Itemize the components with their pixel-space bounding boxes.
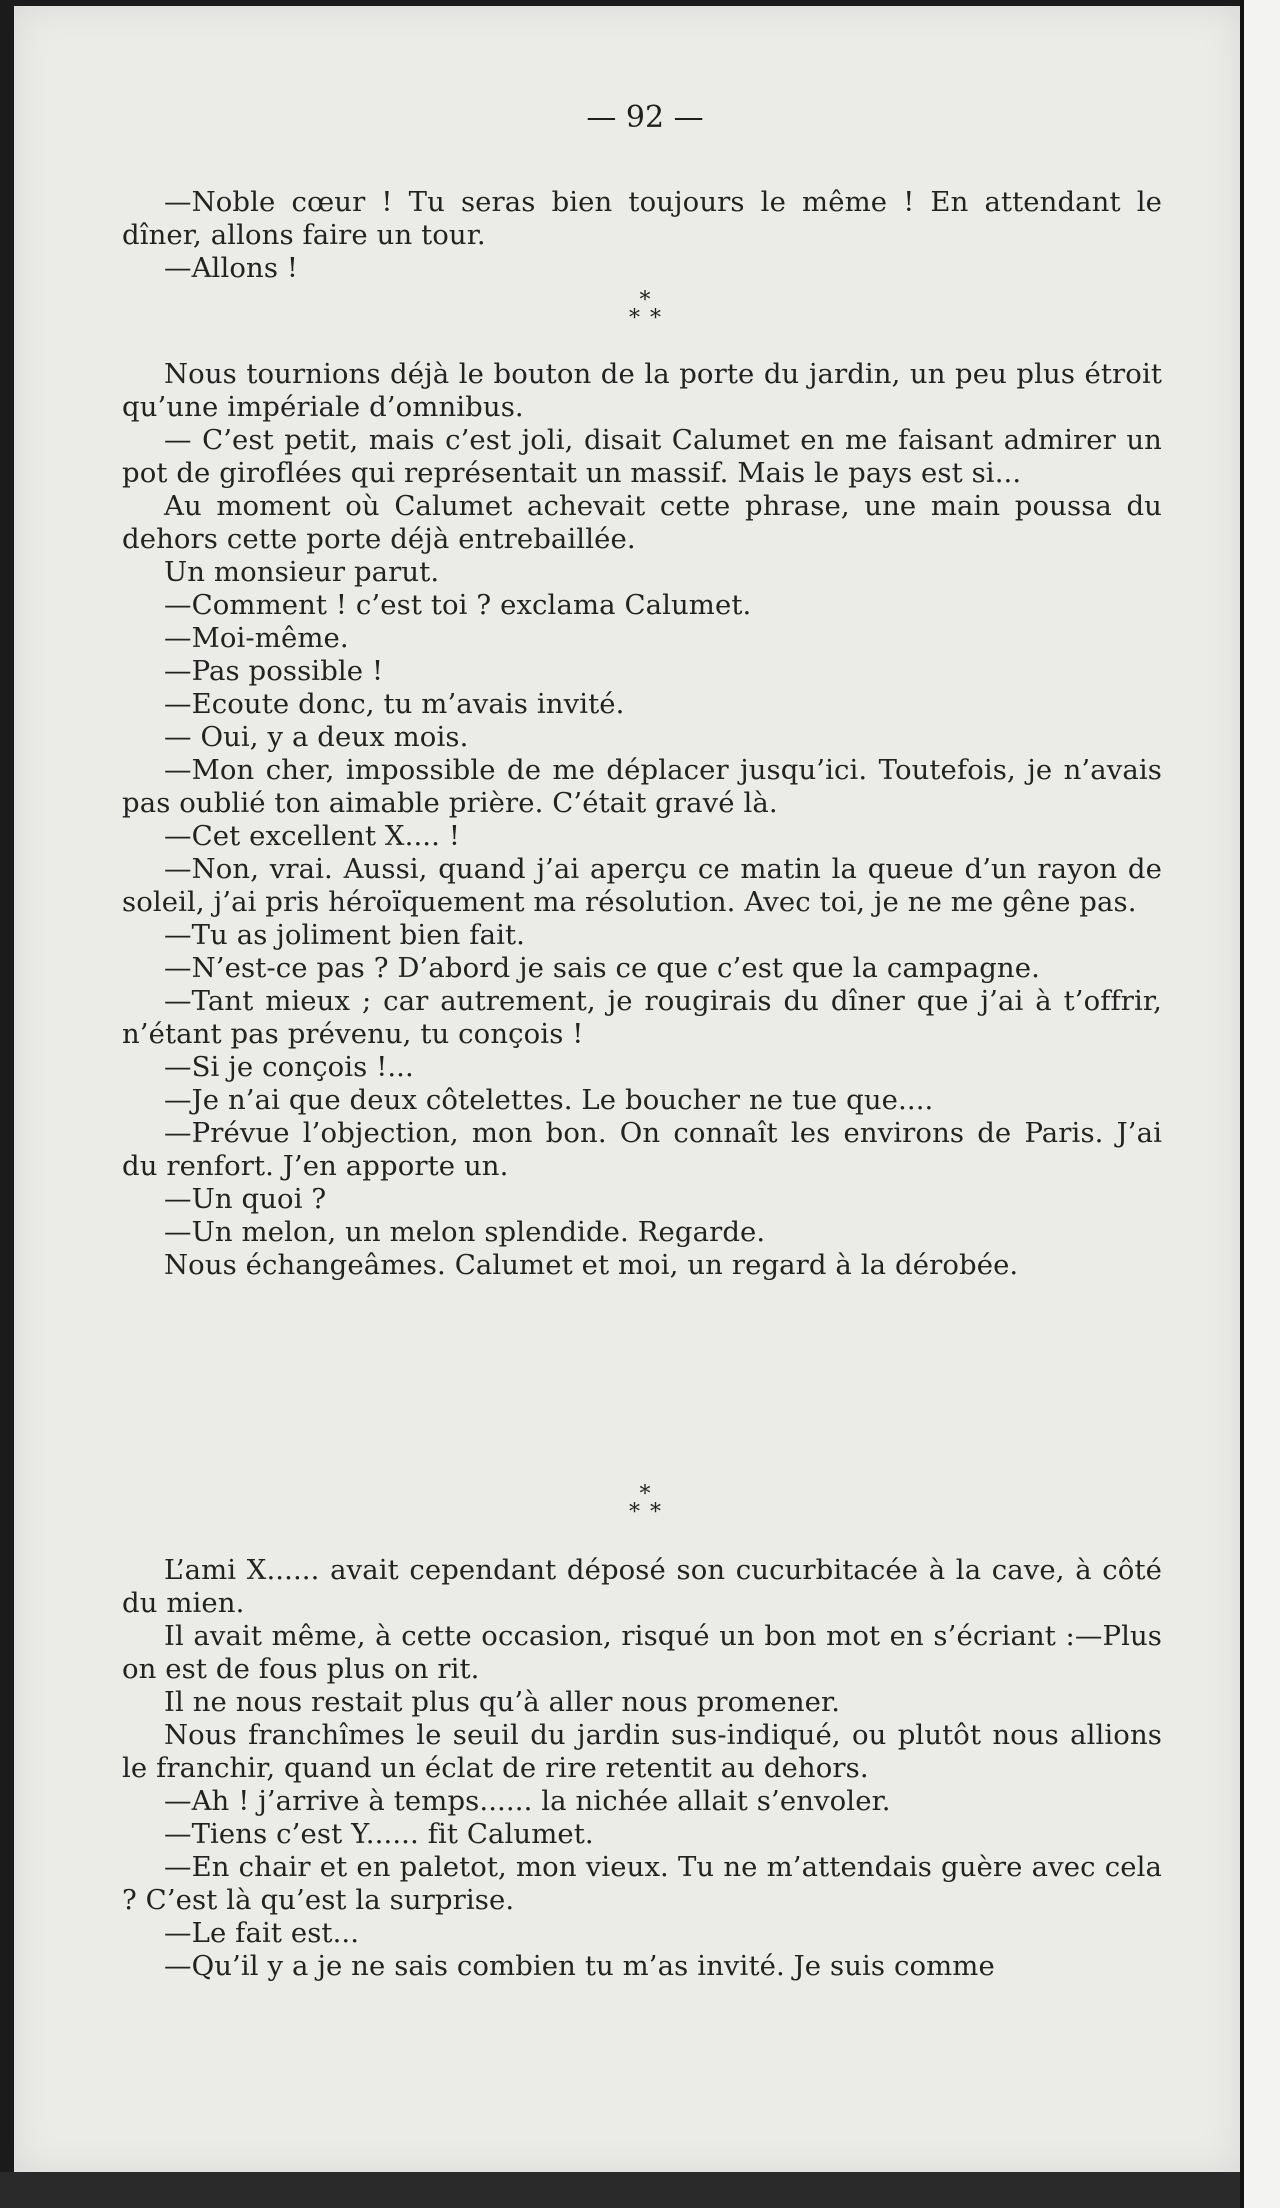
paragraph: —Tu as joliment bien fait. — [164, 919, 525, 951]
separator-star-top: * — [639, 288, 651, 313]
paragraph: Nous franchîmes le seuil du jardin sus-indiqué, ou plutôt nous allions le franchir, quand un éclat de rire retentit au dehors. — [122, 1719, 1162, 1784]
paragraph: Il avait même, à cette occasion, risqué un bon mot en s’écriant :—Plus on est de fous plus on rit. — [122, 1620, 1162, 1685]
paragraph: L’ami X...... avait cependant déposé son cucurbitacée à la cave, à côté du mien. — [122, 1554, 1162, 1619]
paragraph: Il ne nous restait plus qu’à aller nous promener. — [164, 1686, 841, 1718]
paragraph: Un monsieur parut. — [164, 556, 440, 588]
paragraph: —Je n’ai que deux côtelettes. Le boucher ne tue que.... — [164, 1084, 934, 1116]
paragraph: —Un quoi ? — [164, 1183, 327, 1215]
paragraph: —Ecoute donc, tu m’avais invité. — [164, 688, 625, 720]
paragraph: —Ah ! j’arrive à temps...... la nichée allait s’envoler. — [164, 1785, 891, 1817]
paragraph: —Qu’il y a je ne sais combien tu m’as invité. Je suis comme — [164, 1950, 995, 1982]
separator-star-top: * — [639, 1482, 651, 1507]
paragraph: —Noble cœur ! Tu seras bien toujours le même ! En attendant le dîner, allons faire un tour. — [122, 186, 1162, 251]
paragraph: — C’est petit, mais c’est joli, disait Calumet en me faisant admirer un pot de giroflées qui représentait un massif. Mais le pays est si... — [122, 424, 1162, 489]
section-separator — [0, 288, 1280, 331]
text-block-2 — [122, 358, 1162, 1282]
paragraph: —Pas possible ! — [164, 655, 384, 687]
text-block-3 — [122, 1554, 1162, 1983]
paragraph: —N’est-ce pas ? D’abord je sais ce que c’est que la campagne. — [164, 952, 1040, 984]
paragraph: —Moi-même. — [164, 622, 349, 654]
paragraph: — Oui, y a deux mois. — [164, 721, 469, 753]
paragraph: Au moment où Calumet achevait cette phrase, une main poussa du dehors cette porte déjà entrebaillée. — [122, 490, 1162, 555]
paragraph: —Mon cher, impossible de me déplacer jusqu’ici. Toutefois, je n’avais pas oublié ton aimable prière. C’était gravé là. — [122, 754, 1162, 819]
paragraph: —Tant mieux ; car autrement, je rougirais du dîner que j’ai à t’offrir, n’étant pas prévenu, tu conçois ! — [122, 985, 1162, 1050]
section-separator — [0, 1482, 1280, 1525]
page-number: — 92 — — [586, 100, 704, 135]
separator-star-bottom: ** — [629, 1500, 671, 1525]
separator-star-bottom: ** — [629, 306, 671, 331]
paragraph: —Cet excellent X.... ! — [164, 820, 460, 852]
paragraph: —Non, vrai. Aussi, quand j’ai aperçu ce matin la queue d’un rayon de soleil, j’ai pris héroïquement ma résolution. Avec toi, je ne me gêne pas. — [122, 853, 1162, 918]
paragraph: Nous échangeâmes. Calumet et moi, un regard à la dérobée. — [164, 1249, 1019, 1281]
paragraph: —En chair et en paletot, mon vieux. Tu ne m’attendais guère avec cela ? C’est là qu’est la surprise. — [122, 1851, 1162, 1916]
paragraph: —Tiens c’est Y...... fit Calumet. — [164, 1818, 594, 1850]
paragraph: —Le fait est... — [164, 1917, 360, 1949]
scan-border — [0, 2172, 1240, 2208]
page-edge — [1240, 0, 1280, 2208]
paragraph: Nous tournions déjà le bouton de la porte du jardin, un peu plus étroit qu’une impériale d’omnibus. — [122, 358, 1162, 423]
paragraph: —Comment ! c’est toi ? exclama Calumet. — [164, 589, 752, 621]
paragraph: —Prévue l’objection, mon bon. On connaît les environs de Paris. J’ai du renfort. J’en apporte un. — [122, 1117, 1162, 1182]
paragraph: —Allons ! — [164, 252, 299, 284]
paragraph: —Si je conçois !... — [164, 1051, 414, 1083]
paragraph: —Un melon, un melon splendide. Regarde. — [164, 1216, 766, 1248]
text-block-1 — [122, 186, 1162, 285]
